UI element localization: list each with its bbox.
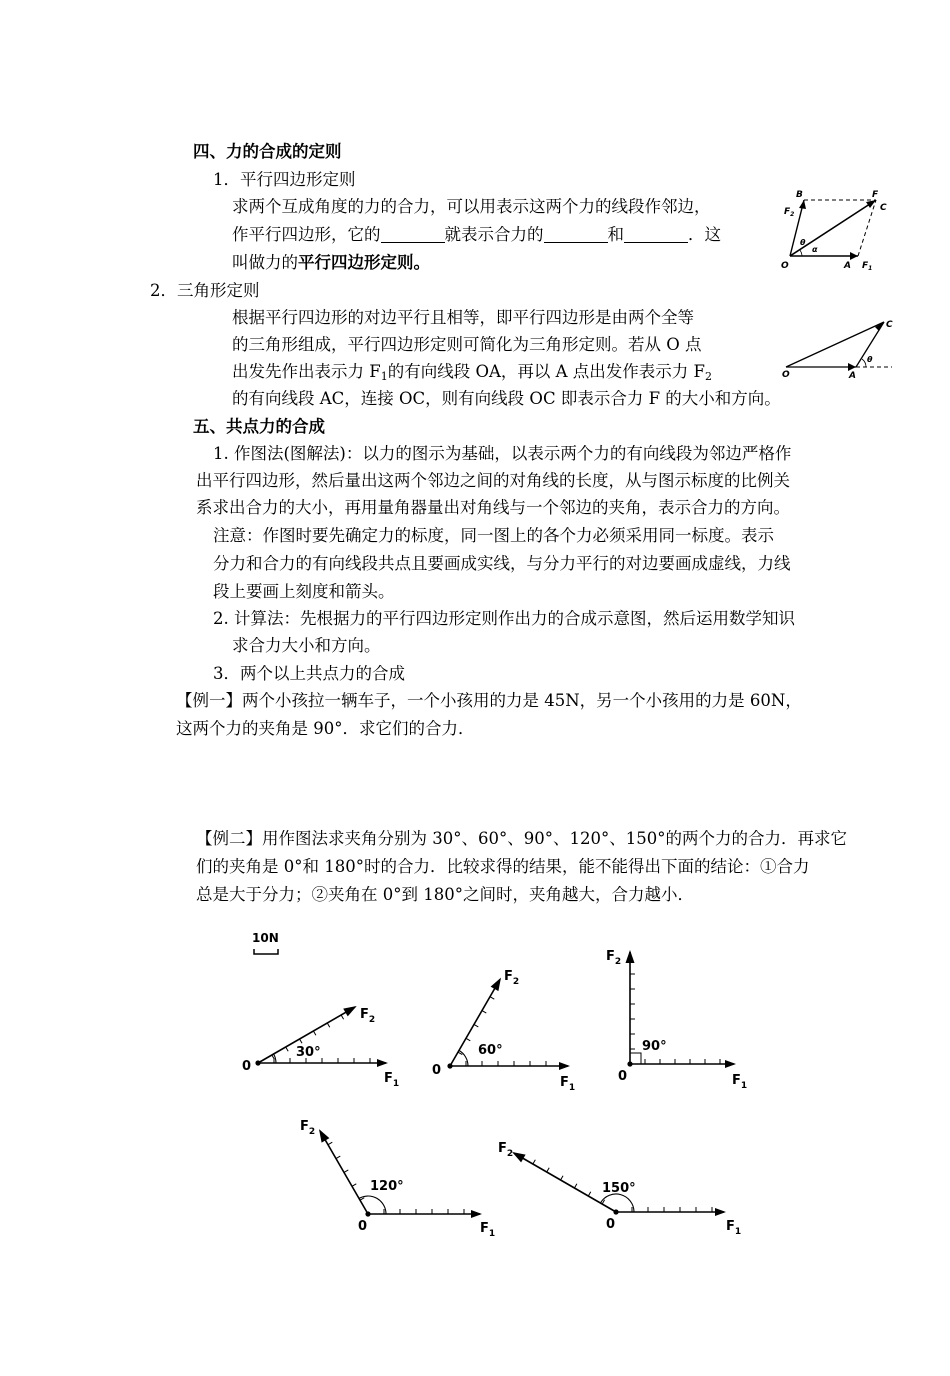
f2-label bbox=[504, 969, 519, 987]
angle-label: 150° bbox=[602, 1181, 636, 1196]
label-theta: θ bbox=[800, 238, 806, 247]
method2-line1: 2. 计算法：先根据力的平行四边形定则作出力的合成示意图，然后运用数学知识 bbox=[213, 609, 795, 628]
parallelogram-figure bbox=[778, 188, 892, 276]
label-subscript: 2 bbox=[308, 1127, 316, 1137]
f1-label bbox=[732, 1073, 747, 1091]
label-text: F bbox=[384, 1071, 393, 1086]
f2-tick bbox=[336, 1156, 340, 1158]
text-fragment: 两个小孩拉一辆车子，一个小孩用的力是 45N，另一个小孩用的力是 60N， bbox=[242, 691, 802, 710]
label-text: F bbox=[504, 969, 513, 984]
triangle-rule-title: 2．三角形定则 bbox=[150, 281, 260, 300]
origin-point bbox=[627, 1061, 632, 1066]
label-subscript: 2 bbox=[368, 1015, 376, 1025]
angle-arc bbox=[800, 250, 802, 256]
angle-arc bbox=[600, 1194, 634, 1212]
label-theta: θ bbox=[867, 355, 873, 364]
label-A: A bbox=[844, 261, 851, 271]
example1-line2: 这两个力的夹角是 90°．求它们的合力． bbox=[176, 719, 475, 738]
label-text: 0 bbox=[242, 1059, 252, 1074]
method1-line3: 系求出合力的大小，再用量角器量出对角线与一个邻边的夹角，表示合力的方向。 bbox=[196, 498, 790, 517]
triangle-figure bbox=[782, 314, 894, 380]
parallelogram-text-line2 bbox=[232, 225, 721, 245]
rule-name: 平行四边形定则。 bbox=[298, 253, 430, 272]
label-C: C bbox=[886, 320, 893, 330]
label-text: F bbox=[480, 1221, 489, 1236]
text-fragment: ．这 bbox=[688, 225, 721, 244]
f2-tick bbox=[588, 1192, 590, 1196]
label-subscript: 2 bbox=[512, 977, 520, 987]
label-text: 0 bbox=[432, 1063, 442, 1078]
force-f2-arrowhead bbox=[626, 950, 635, 963]
angle-label: 30° bbox=[296, 1045, 321, 1060]
label-subscript: 1 bbox=[488, 1229, 496, 1239]
force-diagram-60 bbox=[428, 962, 588, 1092]
label-alpha: α bbox=[812, 245, 818, 254]
label-text: F bbox=[732, 1073, 741, 1088]
force-f2-line bbox=[514, 1153, 616, 1212]
note-line3: 段上要画上刻度和箭头。 bbox=[213, 582, 395, 601]
force-f2-arrowhead bbox=[343, 1006, 357, 1016]
text-fragment: 作平行四边形，它的 bbox=[232, 225, 381, 244]
triangle-text-line2: 的三角形组成，平行四边形定则可简化为三角形定则。若从 O 点 bbox=[232, 335, 702, 354]
label-text: F bbox=[498, 1141, 507, 1156]
parallelogram-text-line3 bbox=[232, 253, 430, 273]
arrowhead-C bbox=[866, 200, 876, 208]
label-subscript: 1 bbox=[734, 1227, 742, 1237]
origin-label bbox=[432, 1063, 441, 1078]
subscript: 2 bbox=[705, 370, 712, 383]
fill-blank[interactable] bbox=[544, 226, 608, 243]
text-fragment: 和 bbox=[607, 225, 624, 244]
force-f2-line bbox=[320, 1131, 368, 1214]
example-tag: 【例一】 bbox=[176, 691, 242, 710]
label-text: F bbox=[606, 949, 615, 964]
parallelogram-text-line1: 求两个互成角度的力的合力，可以用表示这两个力的线段作邻边， bbox=[232, 197, 711, 216]
f2-label bbox=[606, 949, 621, 967]
f2-tick bbox=[328, 1142, 332, 1144]
f2-tick bbox=[533, 1160, 535, 1164]
force-f2-arrowhead bbox=[512, 1152, 526, 1162]
force-f2-arrowhead bbox=[491, 978, 501, 992]
label-text: F bbox=[862, 261, 869, 271]
label-A: A bbox=[849, 371, 856, 381]
f2-tick bbox=[341, 1015, 343, 1019]
fill-blank[interactable] bbox=[624, 226, 688, 243]
text-fragment: 叫做力的 bbox=[232, 253, 298, 272]
f2-tick bbox=[466, 1038, 470, 1040]
force-diagram-30 bbox=[238, 1000, 408, 1092]
label-text: F bbox=[560, 1075, 569, 1090]
f2-label bbox=[498, 1141, 513, 1159]
fill-blank[interactable] bbox=[381, 226, 445, 243]
text-fragment: 出发先作出表示力 F bbox=[232, 362, 381, 381]
method3-title: 3．两个以上共点力的合成 bbox=[213, 664, 405, 683]
f1-label bbox=[384, 1071, 399, 1089]
label-text: 0 bbox=[618, 1069, 628, 1084]
scale-mark bbox=[254, 949, 278, 954]
arrowhead-C bbox=[875, 322, 884, 331]
label-O: O bbox=[781, 261, 789, 271]
label-subscript: 2 bbox=[614, 957, 622, 967]
note-line1: 注意：作图时要先确定力的标度，同一图上的各个力必须采用同一标度。表示 bbox=[213, 526, 774, 545]
angle-label: 60° bbox=[478, 1043, 503, 1058]
parallelogram-rule-title: 1．平行四边形定则 bbox=[213, 170, 356, 189]
f2-tick bbox=[574, 1184, 576, 1188]
label-text: 0 bbox=[606, 1217, 616, 1232]
side-AC bbox=[858, 200, 876, 256]
origin-point bbox=[365, 1211, 370, 1216]
force-f1-arrowhead bbox=[715, 1208, 726, 1216]
label-subscript: 2 bbox=[790, 211, 795, 218]
section5-heading: 五、共点力的合成 bbox=[193, 417, 325, 436]
label-F1 bbox=[862, 261, 872, 272]
f2-tick bbox=[561, 1176, 563, 1180]
f2-tick bbox=[344, 1170, 348, 1172]
f2-label bbox=[360, 1007, 375, 1025]
angle-label: 90° bbox=[642, 1039, 667, 1054]
label-text: 0 bbox=[358, 1219, 368, 1234]
f2-tick bbox=[547, 1168, 549, 1172]
angle-label: 120° bbox=[370, 1179, 404, 1194]
label-O: O bbox=[782, 370, 790, 380]
label-subscript: 1 bbox=[568, 1083, 576, 1093]
example1-line1 bbox=[176, 691, 802, 711]
section4-heading: 四、力的合成的定则 bbox=[193, 142, 342, 161]
f2-tick bbox=[313, 1031, 315, 1035]
triangle-text-line4: 的有向线段 AC，连接 OC，则有向线段 OC 即表示合力 F 的大小和方向。 bbox=[232, 389, 781, 408]
label-text: F bbox=[726, 1219, 735, 1234]
angle-arc bbox=[862, 359, 866, 367]
example2-line3: 总是大于分力；②夹角在 0°到 180°之间时，夹角越大，合力越小． bbox=[196, 885, 694, 904]
f2-label bbox=[300, 1119, 315, 1137]
force-f1-arrowhead bbox=[725, 1060, 736, 1068]
f2-tick bbox=[474, 1024, 478, 1026]
force-diagram-90 bbox=[602, 940, 762, 1092]
arrowhead-B bbox=[799, 200, 806, 209]
label-F2 bbox=[784, 207, 794, 218]
f2-tick bbox=[286, 1047, 288, 1051]
f1-label bbox=[560, 1075, 575, 1093]
scale-label: 10N bbox=[252, 931, 279, 945]
force-f1-arrowhead bbox=[377, 1059, 388, 1067]
method1-line1: 1. 作图法(图解法)：以力的图示为基础，以表示两个力的有向线段为邻边严格作 bbox=[213, 444, 792, 463]
angle-arc bbox=[459, 1050, 468, 1066]
force-diagram-150 bbox=[490, 1130, 752, 1242]
example-tag: 【例二】 bbox=[196, 829, 262, 848]
arrowhead-A bbox=[850, 252, 858, 260]
subscript: 1 bbox=[380, 370, 388, 383]
origin-label bbox=[618, 1069, 627, 1084]
origin-label bbox=[358, 1219, 367, 1234]
label-F: F bbox=[872, 190, 879, 200]
example2-line2: 们的夹角是 0°和 180°时的合力．比较求得的结果，能不能得出下面的结论：①合力 bbox=[196, 857, 810, 876]
method1-line2: 出平行四边形，然后量出这两个邻边之间的对角线的长度，从与图示标度的比例关 bbox=[196, 471, 790, 490]
origin-point bbox=[447, 1063, 452, 1068]
force-f2-arrowhead bbox=[319, 1129, 329, 1143]
label-subscript: 1 bbox=[392, 1079, 400, 1089]
origin-point bbox=[255, 1060, 260, 1065]
note-line2: 分力和合力的有向线段共点且要画成实线，与分力平行的对边要画成虚线，力线 bbox=[213, 554, 791, 573]
force-f1-arrowhead bbox=[559, 1062, 570, 1070]
f2-tick bbox=[327, 1023, 329, 1027]
label-text: F bbox=[300, 1119, 309, 1134]
f2-tick bbox=[352, 1184, 356, 1186]
text-fragment: 的有向线段 OA，再以 A 点出发作表示力 F bbox=[387, 362, 705, 381]
origin-point bbox=[613, 1209, 618, 1214]
force-f1-arrowhead bbox=[471, 1210, 482, 1218]
f2-tick bbox=[482, 1011, 486, 1013]
label-subscript: 1 bbox=[740, 1081, 748, 1091]
example2-line1 bbox=[196, 829, 847, 849]
arrowhead-A bbox=[848, 363, 856, 371]
f2-tick bbox=[300, 1039, 302, 1043]
label-B: B bbox=[796, 190, 803, 200]
f1-label bbox=[726, 1219, 741, 1237]
label-C: C bbox=[880, 203, 887, 213]
force-diagram-120 bbox=[290, 1112, 502, 1242]
triangle-text-line1: 根据平行四边形的对边平行且相等，即平行四边形是由两个全等 bbox=[232, 308, 694, 327]
triangle-text-line3 bbox=[232, 362, 712, 382]
label-subscript: 2 bbox=[506, 1149, 514, 1159]
method2-line2: 求合力大小和方向。 bbox=[232, 636, 381, 655]
origin-label bbox=[606, 1217, 615, 1232]
f2-tick bbox=[490, 997, 494, 999]
text-fragment: 就表示合力的 bbox=[444, 225, 544, 244]
scale-bar bbox=[250, 928, 286, 958]
origin-label bbox=[242, 1059, 251, 1074]
label-text: F bbox=[784, 207, 791, 217]
text-fragment: 用作图法求夹角分别为 30°、60°、90°、120°、150°的两个力的合力．再求它 bbox=[262, 829, 847, 848]
label-subscript: 1 bbox=[868, 265, 873, 272]
label-text: F bbox=[360, 1007, 369, 1022]
